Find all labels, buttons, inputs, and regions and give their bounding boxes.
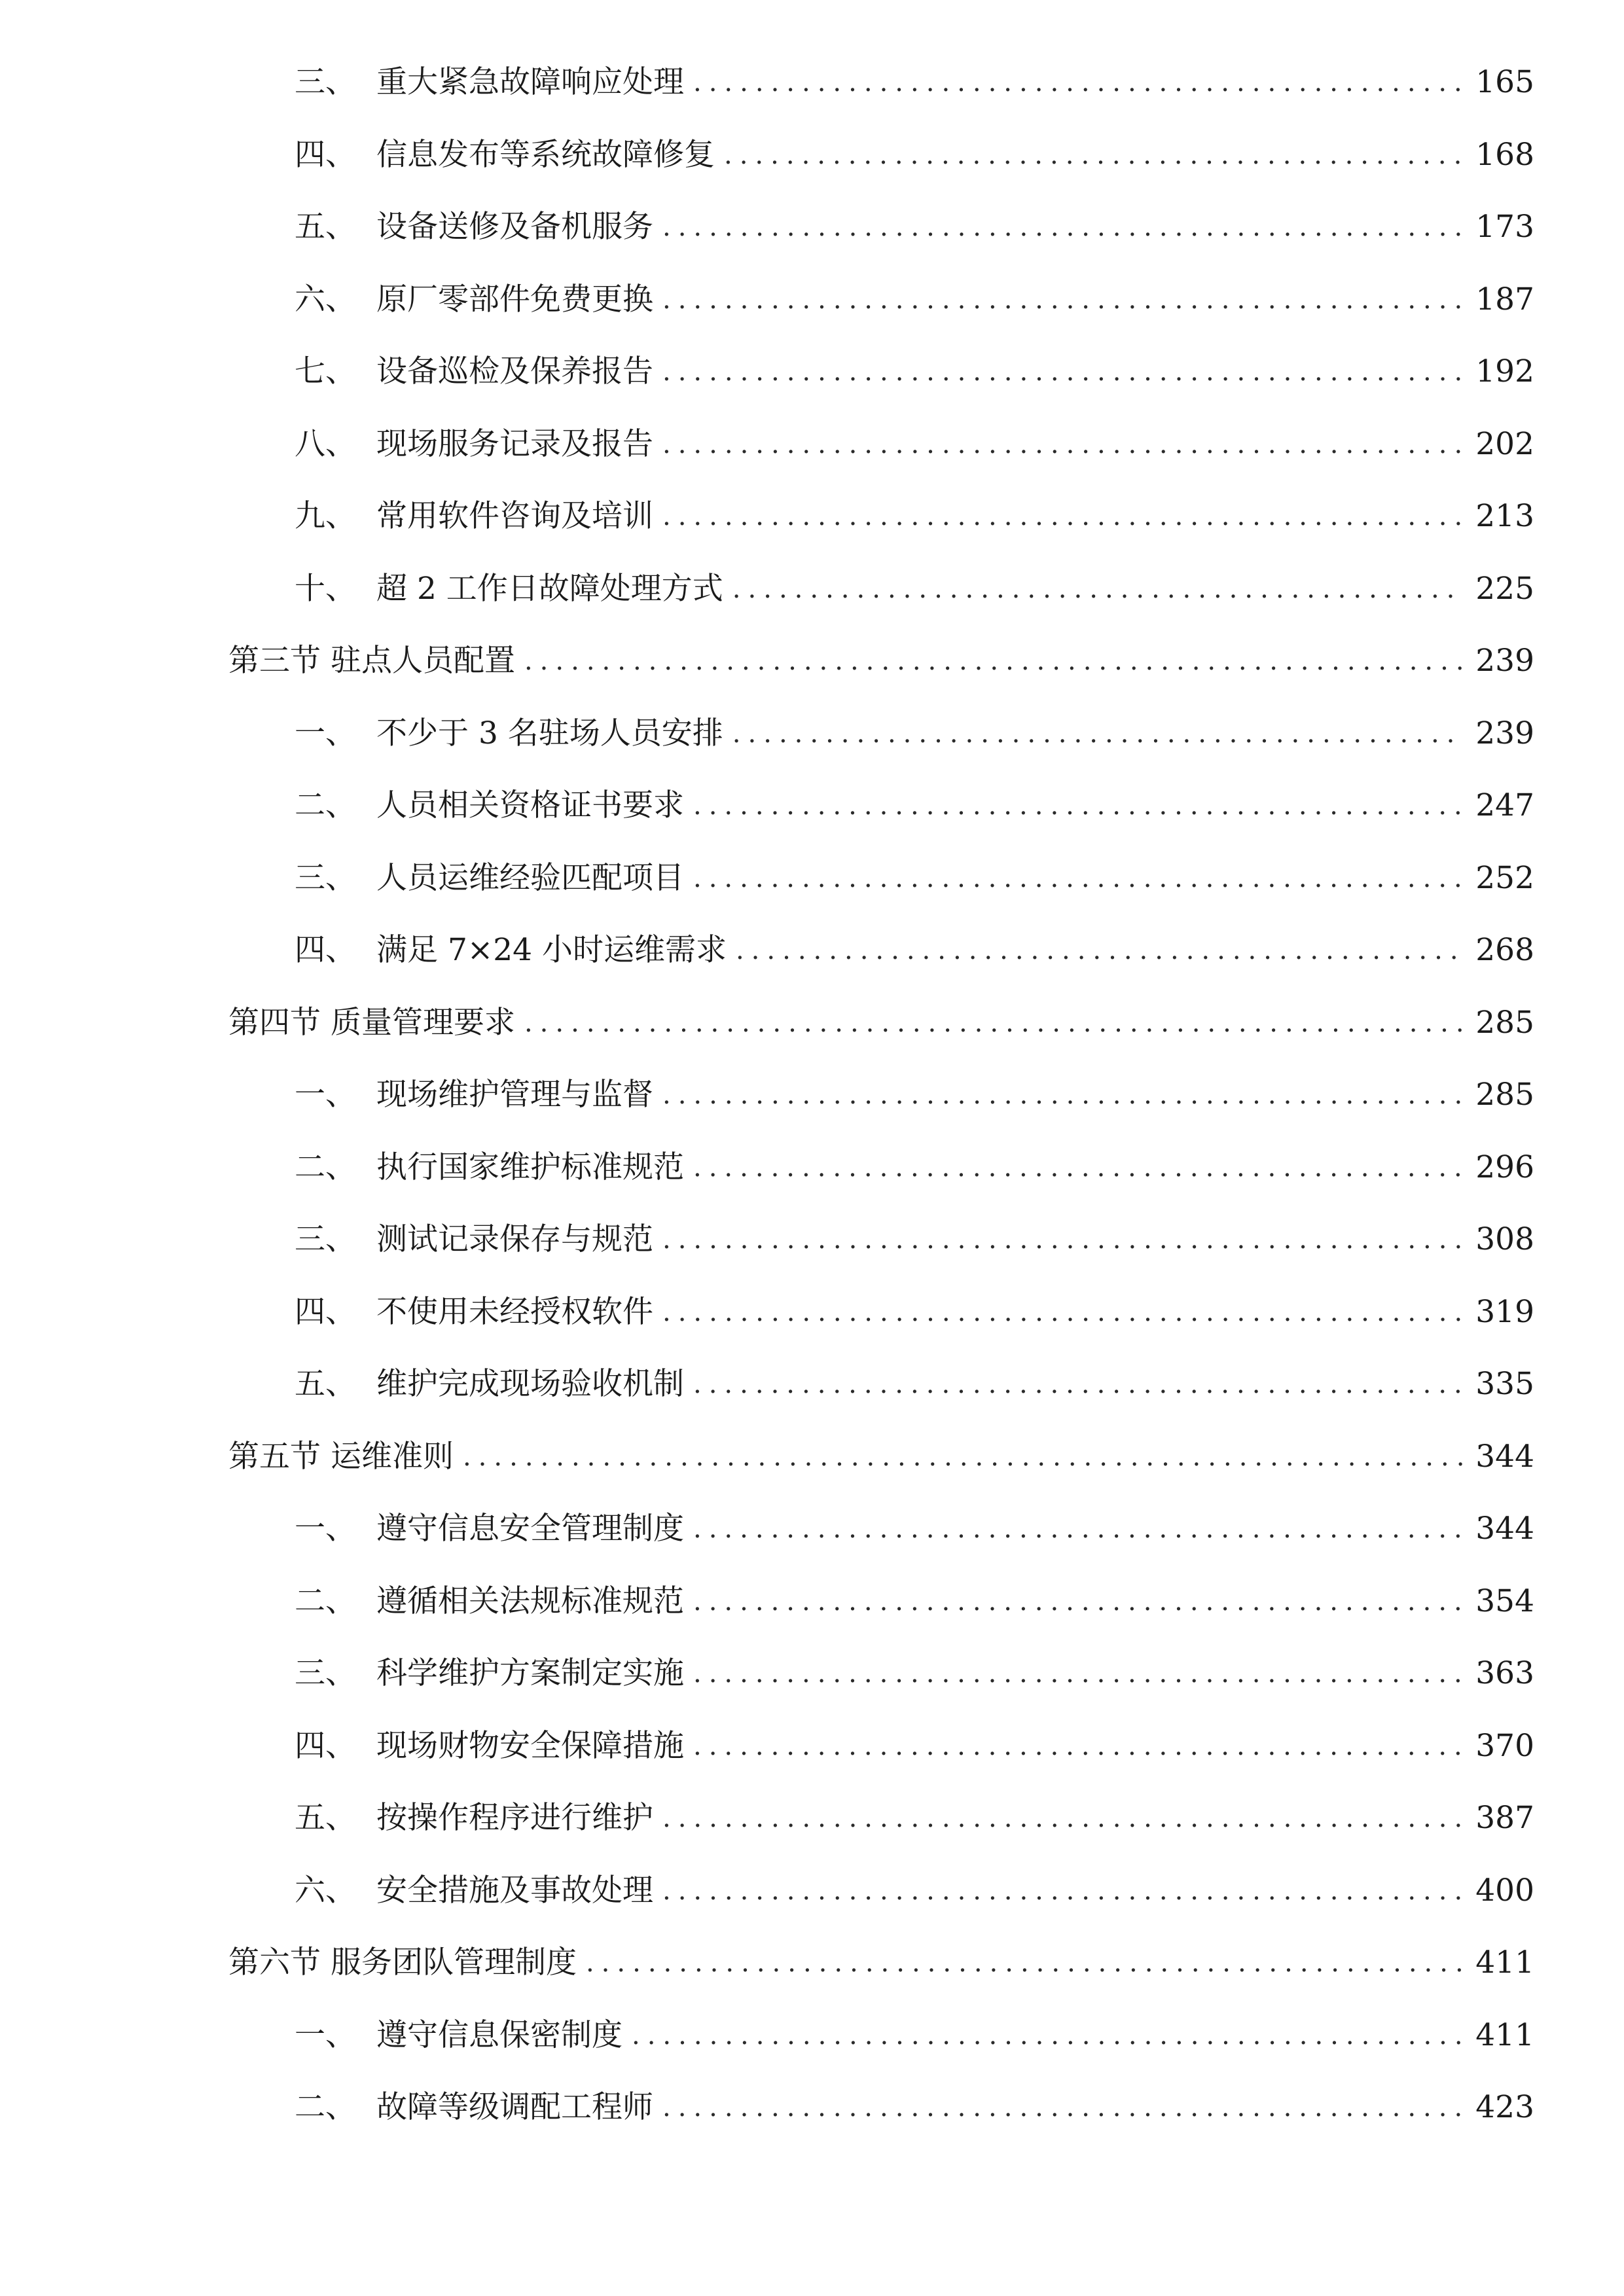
toc-page-number: 344	[1475, 1511, 1534, 1547]
toc-entry-title: 第四节 质量管理要求	[228, 1004, 515, 1041]
toc-entry-title: 信息发布等系统故障修复	[376, 136, 715, 173]
toc-dot-leader	[724, 135, 1464, 175]
toc-page-number: 296	[1475, 1149, 1534, 1185]
toc-dot-leader	[693, 859, 1464, 898]
toc-entry-title: 测试记录保存与规范	[376, 1221, 653, 1257]
toc-entry-title: 超 2 工作日故障处理方式	[376, 570, 723, 607]
toc-page-number: 363	[1475, 1655, 1534, 1691]
toc-dot-leader	[693, 1582, 1464, 1621]
toc-page-number: 192	[1475, 353, 1534, 389]
toc-dot-leader	[662, 1799, 1464, 1838]
toc-entry-number: 二、	[295, 787, 356, 823]
toc-subsection-entry[interactable]	[0, 408, 1624, 480]
toc-page-number: 308	[1475, 1221, 1534, 1257]
toc-page-number: 370	[1475, 1727, 1534, 1764]
toc-entry-title: 人员运维经验匹配项目	[376, 859, 684, 896]
toc-subsection-entry[interactable]	[0, 1059, 1624, 1131]
toc-entry-number: 一、	[295, 2017, 356, 2053]
toc-dot-leader	[736, 931, 1464, 970]
toc-entry-title: 不使用未经授权软件	[376, 1293, 653, 1330]
toc-dot-leader	[693, 1727, 1464, 1766]
toc-dot-leader	[632, 2016, 1464, 2055]
toc-page-number: 239	[1475, 643, 1534, 679]
toc-entry-title: 遵循相关法规标准规范	[376, 1583, 684, 1619]
toc-subsection-entry[interactable]	[0, 1855, 1624, 1927]
toc-dot-leader	[693, 1509, 1464, 1549]
toc-dot-leader	[732, 714, 1464, 753]
toc-entry-title: 人员相关资格证书要求	[376, 787, 684, 823]
toc-section-entry[interactable]	[0, 1421, 1624, 1493]
toc-entry-title: 遵守信息保密制度	[376, 2017, 623, 2053]
toc-page-number: 268	[1475, 932, 1534, 968]
toc-entry-number: 四、	[295, 932, 356, 968]
toc-dot-leader	[662, 425, 1464, 464]
toc-page-number: 411	[1475, 2017, 1534, 2053]
toc-entry-number: 三、	[295, 1655, 356, 1691]
toc-dot-leader	[524, 1003, 1464, 1043]
toc-entry-title: 设备巡检及保养报告	[376, 353, 653, 389]
toc-subsection-entry[interactable]	[0, 119, 1624, 191]
toc-subsection-entry[interactable]	[0, 914, 1624, 986]
toc-page-number: 165	[1475, 64, 1534, 100]
toc-entry-title: 遵守信息安全管理制度	[376, 1511, 684, 1547]
toc-page-number: 335	[1475, 1366, 1534, 1402]
toc-entry-title: 原厂零部件免费更换	[376, 281, 653, 317]
toc-page-number: 173	[1475, 209, 1534, 245]
toc-entry-title: 设备送修及备机服务	[376, 209, 653, 245]
toc-entry-title: 执行国家维护标准规范	[376, 1149, 684, 1185]
toc-dot-leader	[662, 1293, 1464, 1332]
toc-entry-title: 维护完成现场验收机制	[376, 1366, 684, 1402]
toc-section-entry[interactable]	[0, 625, 1624, 697]
toc-entry-number: 四、	[295, 136, 356, 173]
toc-subsection-entry[interactable]	[0, 770, 1624, 842]
toc-dot-leader	[662, 1075, 1464, 1115]
toc-entry-title: 第三节 驻点人员配置	[228, 643, 515, 679]
toc-page-number: 344	[1475, 1438, 1534, 1475]
toc-subsection-entry[interactable]	[0, 1638, 1624, 1710]
toc-subsection-entry[interactable]	[0, 842, 1624, 914]
toc-dot-leader	[693, 786, 1464, 825]
toc-entry-title: 不少于 3 名驻场人员安排	[376, 715, 723, 751]
toc-entry-number: 三、	[295, 1221, 356, 1257]
toc-entry-number: 四、	[295, 1293, 356, 1330]
toc-entry-title: 现场服务记录及报告	[376, 425, 653, 462]
toc-section-entry[interactable]	[0, 987, 1624, 1059]
toc-dot-leader	[662, 280, 1464, 319]
toc-entry-number: 六、	[295, 281, 356, 317]
toc-subsection-entry[interactable]	[0, 1710, 1624, 1782]
toc-page-number: 168	[1475, 136, 1534, 173]
toc-page-number: 187	[1475, 281, 1534, 317]
toc-subsection-entry[interactable]	[0, 1276, 1624, 1348]
toc-entry-number: 九、	[295, 498, 356, 534]
toc-entry-number: 一、	[295, 1077, 356, 1113]
toc-entry-title: 现场维护管理与监督	[376, 1077, 653, 1113]
toc-dot-leader	[693, 63, 1464, 102]
toc-entry-title: 按操作程序进行维护	[376, 1800, 653, 1836]
toc-entry-number: 五、	[295, 209, 356, 245]
toc-subsection-entry[interactable]	[0, 2072, 1624, 2144]
toc-page-number: 423	[1475, 2089, 1534, 2125]
toc-entry-number: 五、	[295, 1366, 356, 1402]
toc-subsection-entry[interactable]	[0, 191, 1624, 263]
toc-page-number: 225	[1475, 570, 1534, 607]
toc-page-number: 247	[1475, 787, 1534, 823]
toc-page-number: 354	[1475, 1583, 1534, 1619]
toc-entry-number: 二、	[295, 1149, 356, 1185]
toc-subsection-entry[interactable]	[0, 480, 1624, 552]
toc-dot-leader	[693, 1148, 1464, 1187]
toc-dot-leader	[524, 641, 1464, 681]
toc-subsection-entry[interactable]	[0, 698, 1624, 770]
toc-dot-leader	[463, 1437, 1464, 1477]
toc-subsection-entry[interactable]	[0, 2000, 1624, 2072]
toc-dot-leader	[662, 497, 1464, 536]
toc-page-number: 239	[1475, 715, 1534, 751]
toc-entry-title: 第六节 服务团队管理制度	[228, 1945, 577, 1981]
toc-entry-number: 八、	[295, 425, 356, 462]
toc-entry-number: 六、	[295, 1872, 356, 1909]
toc-subsection-entry[interactable]	[0, 1782, 1624, 1854]
toc-entry-number: 一、	[295, 1511, 356, 1547]
toc-entry-number: 一、	[295, 715, 356, 751]
toc-entry-title: 重大紧急故障响应处理	[376, 64, 684, 100]
toc-page-number: 285	[1475, 1077, 1534, 1113]
toc-subsection-entry[interactable]	[0, 553, 1624, 625]
toc-entry-number: 十、	[295, 570, 356, 607]
toc-entry-number: 四、	[295, 1727, 356, 1764]
toc-entry-number: 二、	[295, 2089, 356, 2125]
toc-subsection-entry[interactable]	[0, 1493, 1624, 1565]
toc-subsection-entry[interactable]	[0, 1348, 1624, 1420]
toc-page-number: 213	[1475, 498, 1534, 534]
toc-dot-leader	[662, 2088, 1464, 2127]
toc-entry-title: 故障等级调配工程师	[376, 2089, 653, 2125]
toc-dot-leader	[662, 1871, 1464, 1910]
toc-dot-leader	[662, 352, 1464, 391]
toc-dot-leader	[662, 207, 1464, 247]
toc-subsection-entry[interactable]	[0, 1204, 1624, 1276]
toc-entry-number: 三、	[295, 64, 356, 100]
toc-page-number: 411	[1475, 1945, 1534, 1981]
toc-page-number: 319	[1475, 1293, 1534, 1330]
toc-page-number: 285	[1475, 1004, 1534, 1041]
toc-entry-number: 二、	[295, 1583, 356, 1619]
toc-dot-leader	[662, 1220, 1464, 1259]
toc-subsection-entry[interactable]	[0, 1566, 1624, 1638]
toc-dot-leader	[693, 1365, 1464, 1404]
toc-entry-title: 满足 7×24 小时运维需求	[376, 932, 727, 968]
toc-section-entry[interactable]	[0, 1927, 1624, 1999]
toc-entry-title: 安全措施及事故处理	[376, 1872, 653, 1909]
toc-entry-number: 三、	[295, 859, 356, 896]
toc-subsection-entry[interactable]	[0, 1132, 1624, 1204]
toc-subsection-entry[interactable]	[0, 46, 1624, 118]
toc-entry-number: 七、	[295, 353, 356, 389]
toc-entry-number: 五、	[295, 1800, 356, 1836]
toc-entry-title: 常用软件咨询及培训	[376, 498, 653, 534]
toc-dot-leader	[586, 1943, 1464, 1982]
toc-page-number: 400	[1475, 1872, 1534, 1909]
toc-page-number: 387	[1475, 1800, 1534, 1836]
toc-entry-title: 第五节 运维准则	[228, 1438, 454, 1475]
toc-dot-leader	[693, 1654, 1464, 1693]
toc-entry-title: 现场财物安全保障措施	[376, 1727, 684, 1764]
toc-page-number: 252	[1475, 859, 1534, 896]
toc-page-number: 202	[1475, 425, 1534, 462]
toc-entry-title: 科学维护方案制定实施	[376, 1655, 684, 1691]
toc-dot-leader	[732, 569, 1464, 609]
toc-subsection-entry[interactable]	[0, 336, 1624, 408]
toc-subsection-entry[interactable]	[0, 264, 1624, 336]
